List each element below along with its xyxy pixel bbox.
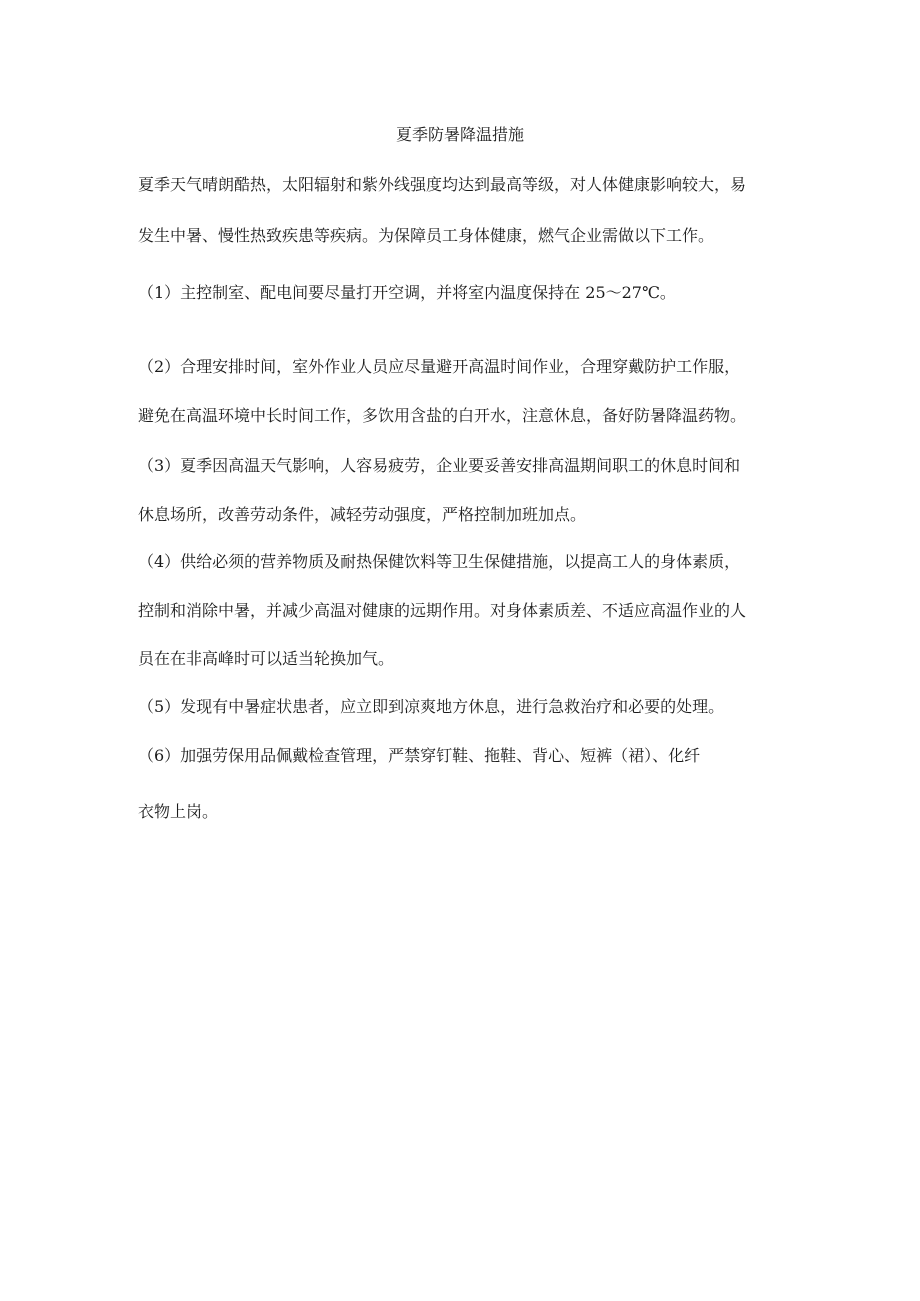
item-4-line-3: 员在在非高峰时可以适当轮换加气。 [138, 649, 395, 668]
item-6-line-2: 衣物上岗。 [138, 802, 219, 821]
item-4-line-2: 控制和消除中暑，并减少高温对健康的远期作用。对身体素质差、不适应高温作业的人 [138, 601, 747, 620]
intro-line-1: 夏季天气晴朗酷热，太阳辐射和紫外线强度均达到最高等级，对人体健康影响较大，易 [138, 175, 747, 194]
item-2-line-2: 避免在高温环境中长时间工作，多饮用含盐的白开水，注意休息，备好防暑降温药物。 [138, 406, 747, 425]
item-3-line-2: 休息场所，改善劳动条件，减轻劳动强度，严格控制加班加点。 [138, 505, 587, 524]
item-6-line-1: （6）加强劳保用品佩戴检查管理，严禁穿钉鞋、拖鞋、背心、短裤（裙）、化纤 [138, 746, 701, 765]
item-3-line-1: （3）夏季因高温天气影响，人容易疲劳，企业要妥善安排高温期间职工的休息时间和 [138, 456, 741, 475]
item-1-line-1: （1）主控制室、配电间要尽量打开空调，并将室内温度保持在 25～27℃。 [138, 283, 676, 302]
item-2-line-1: （2）合理安排时间，室外作业人员应尽量避开高温时间作业，合理穿戴防护工作服， [138, 357, 741, 376]
item-4-line-1: （4）供给必须的营养物质及耐热保健饮料等卫生保健措施，以提高工人的身体素质， [138, 552, 741, 571]
intro-line-2: 发生中暑、慢性热致疾患等疾病。为保障员工身体健康，燃气企业需做以下工作。 [138, 226, 715, 245]
document-title: 夏季防暑降温措施 [395, 125, 524, 144]
item-5-line-1: （5）发现有中暑症状患者，应立即到凉爽地方休息，进行急救治疗和必要的处理。 [138, 697, 725, 716]
